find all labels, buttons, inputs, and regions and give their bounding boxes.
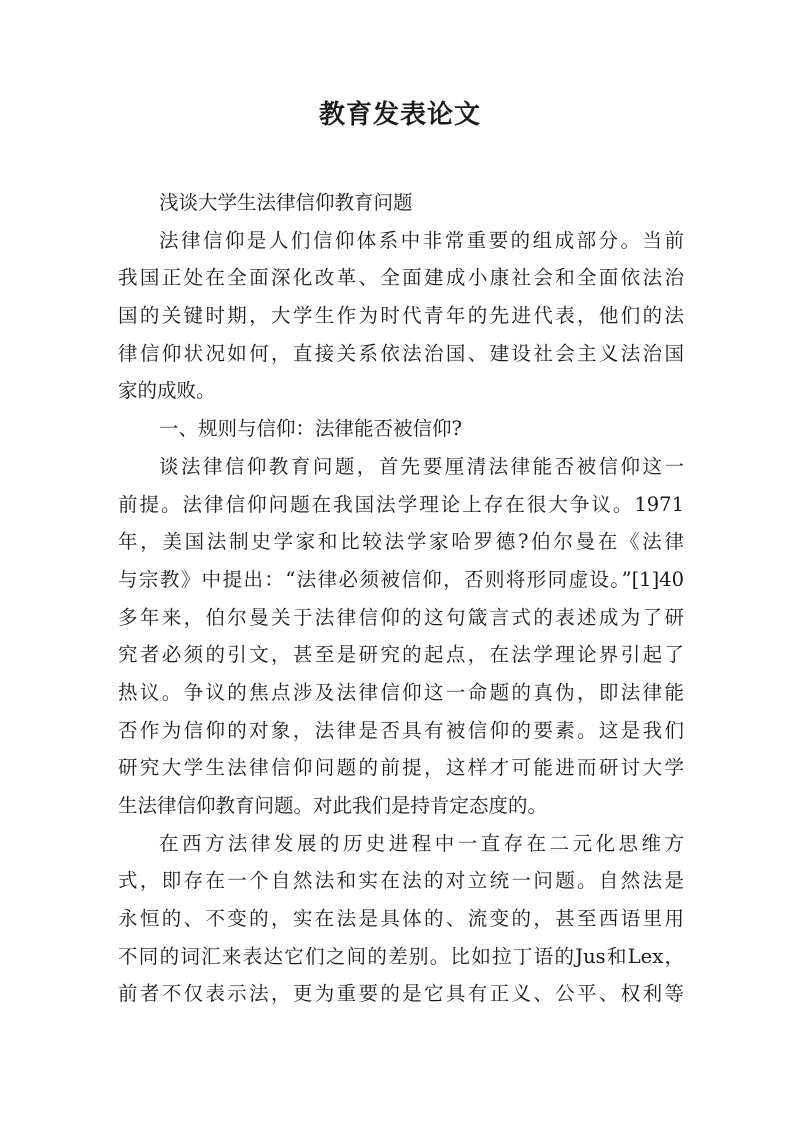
text-line: 式，即存在一个自然法和实在法的对立统一问题。自然法是 bbox=[118, 869, 684, 893]
text-line: 国的关键时期，大学生作为时代青年的先进代表，他们的法 bbox=[118, 304, 684, 328]
text-line: 一、规则与信仰：法律能否被信仰? bbox=[159, 417, 462, 441]
text-line: 与宗教》中提出：“法律必须被信仰，否则将形同虚设。”[1]40 bbox=[118, 567, 684, 591]
text-line: 生法律信仰教育问题。对此我们是持肯定态度的。 bbox=[118, 794, 548, 817]
text-line: 浅谈大学生法律信仰教育问题 bbox=[159, 191, 413, 214]
text-line: 多年来，伯尔曼关于法律信仰的这句箴言式的表述成为了研 bbox=[118, 605, 684, 629]
text-line: 热议。争议的焦点涉及法律信仰这一命题的真伪，即法律能 bbox=[118, 680, 684, 704]
text-line: 我国正处在全面深化改革、全面建成小康社会和全面依法治 bbox=[118, 266, 684, 290]
document-title: 教育发表论文 bbox=[318, 100, 481, 130]
text-line: 前者不仅表示法，更为重要的是它具有正义、公平、权利等 bbox=[118, 982, 684, 1006]
text-line: 究者必须的引文，甚至是研究的起点，在法学理论界引起了 bbox=[118, 643, 684, 667]
text-line: 谈法律信仰教育问题，首先要厘清法律能否被信仰这一 bbox=[159, 454, 684, 478]
text-line: 法律信仰是人们信仰体系中非常重要的组成部分。当前 bbox=[159, 228, 684, 252]
text-line: 年，美国法制史学家和比较法学家哈罗德?伯尔曼在《法律 bbox=[118, 530, 684, 554]
text-line: 否作为信仰的对象，法律是否具有被信仰的要素。这是我们 bbox=[118, 718, 684, 742]
text-line: 前提。法律信仰问题在我国法学理论上存在很大争议。1971 bbox=[118, 492, 684, 516]
text-line: 不同的词汇来表达它们之间的差别。比如拉丁语的Jus和Lex， bbox=[118, 944, 684, 968]
text-line: 在西方法律发展的历史进程中一直存在二元化思维方 bbox=[159, 831, 684, 855]
text-line: 律信仰状况如何，直接关系依法治国、建设社会主义法治国 bbox=[118, 341, 684, 365]
document-body bbox=[118, 184, 684, 1013]
text-line: 永恒的、不变的，实在法是具体的、流变的，甚至西语里用 bbox=[118, 907, 684, 931]
text-line: 家的成败。 bbox=[118, 379, 216, 403]
text-line: 研究大学生法律信仰问题的前提，这样才可能进而研讨大学 bbox=[118, 756, 684, 780]
